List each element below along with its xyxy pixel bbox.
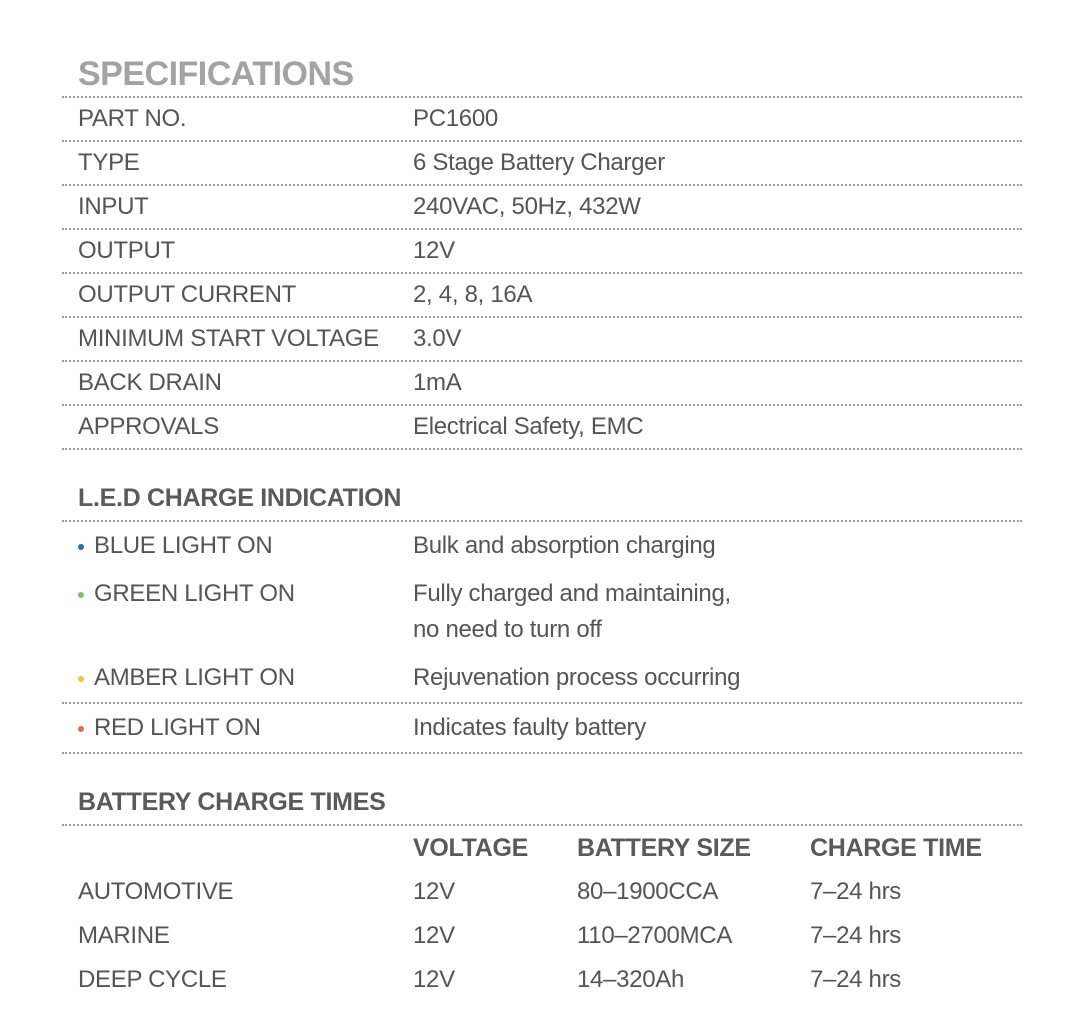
amber-dot-icon: [78, 676, 84, 682]
charge-times-heading: BATTERY CHARGE TIMES: [78, 788, 386, 816]
table-row: [62, 870, 1022, 914]
spec-value: 2, 4, 8, 16A: [413, 281, 533, 308]
spec-value: 1mA: [413, 369, 462, 396]
battery-size-cell: 80–1900CCA: [577, 878, 719, 905]
spec-row-output-current: [62, 274, 1022, 316]
led-row-blue: [62, 522, 1022, 570]
spec-label: BACK DRAIN: [78, 369, 222, 396]
spec-row-input: [62, 186, 1022, 228]
spec-row-type: [62, 142, 1022, 184]
table-row: [62, 914, 1022, 958]
spec-label: OUTPUT: [78, 237, 175, 264]
spec-value: 6 Stage Battery Charger: [413, 149, 665, 176]
led-value: Indicates faulty battery: [413, 714, 646, 741]
battery-size-cell: 14–320Ah: [577, 966, 685, 993]
spec-row-min-start-voltage: [62, 318, 1022, 360]
led-label: BLUE LIGHT ON: [94, 532, 273, 559]
led-table: [62, 522, 1022, 754]
spec-label: MINIMUM START VOLTAGE: [78, 325, 379, 352]
charge-times-table: [62, 826, 1022, 1002]
voltage-cell: 12V: [413, 966, 455, 993]
led-label: RED LIGHT ON: [94, 714, 261, 741]
led-label: AMBER LIGHT ON: [94, 664, 295, 691]
column-header-battery-size: BATTERY SIZE: [577, 833, 751, 862]
red-dot-icon: [78, 726, 84, 732]
led-heading: L.E.D CHARGE INDICATION: [78, 484, 402, 512]
spec-value: 240VAC, 50Hz, 432W: [413, 193, 641, 220]
led-row-red: [62, 704, 1022, 752]
spec-label: PART NO.: [78, 105, 187, 132]
spec-row-approvals: [62, 406, 1022, 448]
blue-dot-icon: [78, 544, 84, 550]
table-header: [62, 826, 1022, 870]
led-label: GREEN LIGHT ON: [94, 580, 295, 607]
charge-time-cell: 7–24 hrs: [810, 922, 901, 949]
voltage-cell: 12V: [413, 922, 455, 949]
column-header-voltage: VOLTAGE: [413, 833, 529, 862]
spec-value: Electrical Safety, EMC: [413, 413, 644, 440]
led-row-amber: [62, 654, 1022, 702]
led-value: Rejuvenation process occurring: [413, 664, 741, 691]
spec-row-back-drain: [62, 362, 1022, 404]
spec-label: TYPE: [78, 149, 140, 176]
spec-sheet: [62, 52, 1022, 1002]
battery-type: MARINE: [78, 922, 170, 949]
specs-table: [62, 98, 1022, 450]
battery-type: AUTOMOTIVE: [78, 878, 234, 905]
spec-label: APPROVALS: [78, 413, 219, 440]
spec-label: INPUT: [78, 193, 149, 220]
battery-type: DEEP CYCLE: [78, 966, 227, 993]
led-value: Bulk and absorption charging: [413, 532, 716, 559]
page-title: SPECIFICATIONS: [78, 55, 354, 93]
voltage-cell: 12V: [413, 878, 455, 905]
led-row-green: [62, 570, 1022, 654]
spec-label: OUTPUT CURRENT: [78, 281, 297, 308]
column-header-charge-time: CHARGE TIME: [810, 833, 982, 862]
table-row: [62, 958, 1022, 1002]
battery-size-cell: 110–2700MCA: [577, 922, 733, 949]
spec-value: PC1600: [413, 105, 498, 132]
charge-time-cell: 7–24 hrs: [810, 966, 901, 993]
spec-row-part-no: [62, 98, 1022, 140]
led-value: Fully charged and maintaining, no need to turn off: [413, 580, 731, 643]
spec-row-output: [62, 230, 1022, 272]
spec-value: 12V: [413, 237, 455, 264]
spec-value: 3.0V: [413, 325, 462, 352]
green-dot-icon: [78, 592, 84, 598]
charge-time-cell: 7–24 hrs: [810, 878, 901, 905]
